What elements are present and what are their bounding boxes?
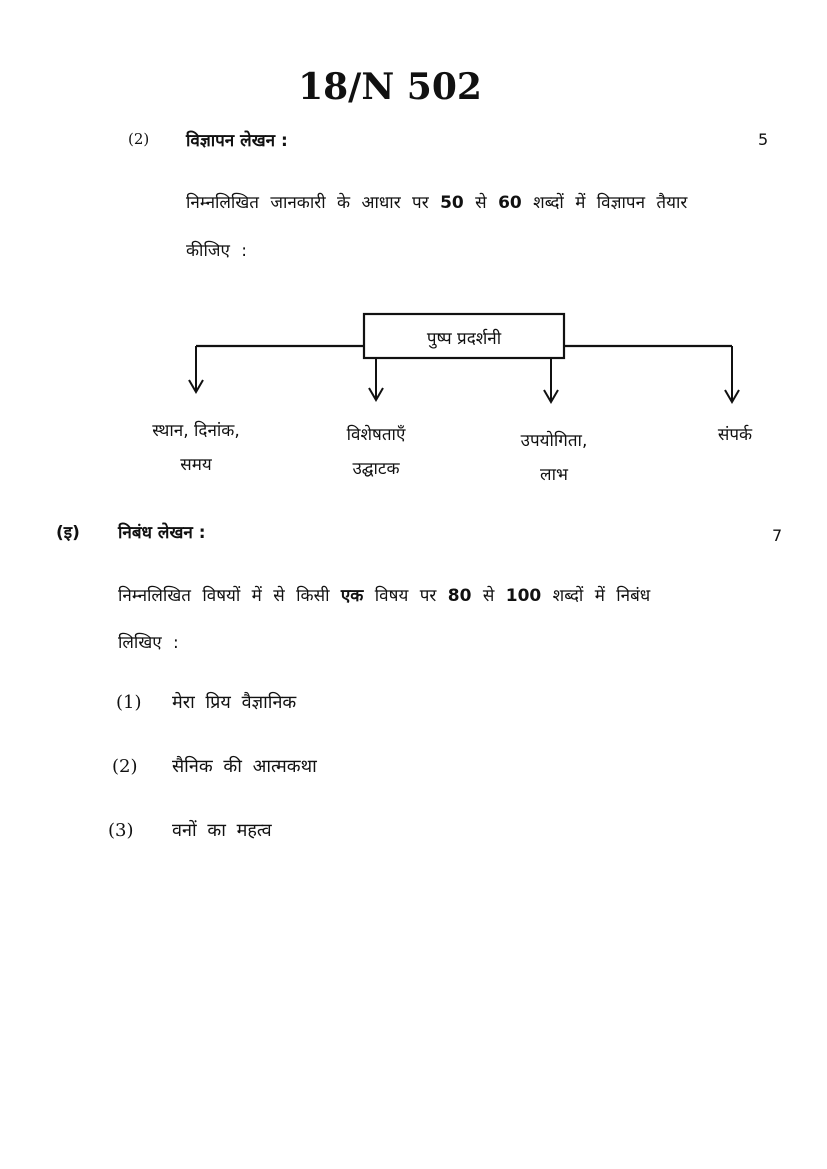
- essay-instruction-part: निम्नलिखित विषयों में से किसी: [118, 586, 341, 606]
- advert-instruction-part: से: [463, 193, 499, 213]
- advert-marks: 5: [758, 130, 769, 149]
- question-number-essay: (इ): [56, 523, 80, 543]
- page-title: 18/N 502: [298, 66, 482, 108]
- branch-label-3: [494, 424, 614, 492]
- branch-label-1: [126, 414, 266, 482]
- question-number-advert: (2): [128, 130, 150, 148]
- branch-1-line2: समय: [180, 455, 212, 475]
- topic-text: वनों का महत्व: [172, 820, 272, 841]
- advert-word-max: 60: [498, 193, 522, 213]
- branch-1-line1: स्थान, दिनांक,: [152, 421, 240, 441]
- branch-2-line1: विशेषताएँ: [346, 425, 406, 445]
- essay-instruction-line1: [118, 583, 650, 606]
- advert-heading: विज्ञापन लेखन :: [186, 131, 288, 151]
- essay-instruction-part: से: [471, 586, 506, 606]
- advert-instruction-part: शब्दों में विज्ञापन तैयार: [521, 193, 688, 213]
- essay-instruction-line2: लिखिए :: [118, 633, 179, 653]
- topic-number: (1): [116, 692, 142, 713]
- branch-3-line1: उपयोगिता,: [520, 431, 588, 451]
- center-label: पुष्प प्रदर्शनी: [426, 329, 502, 349]
- essay-one-word: एक: [340, 586, 364, 606]
- essay-instruction-part: शब्दों में निबंध: [541, 586, 651, 606]
- branch-label-2: [316, 418, 436, 486]
- essay-word-max: 100: [505, 586, 542, 606]
- topic-text: सैनिक की आत्मकथा: [172, 756, 317, 777]
- essay-instruction-part: विषय पर: [363, 586, 448, 606]
- essay-word-min: 80: [447, 586, 472, 606]
- branch-label-4: [680, 418, 790, 452]
- advert-word-min: 50: [440, 193, 464, 213]
- branch-2-line2: उद्घाटक: [352, 459, 400, 479]
- branch-4-line1: संपर्क: [717, 425, 753, 445]
- essay-heading: निबंध लेखन :: [118, 523, 206, 543]
- essay-marks: 7: [772, 526, 783, 545]
- topic-text: मेरा प्रिय वैज्ञानिक: [172, 692, 297, 713]
- advert-instruction-part: निम्नलिखित जानकारी के आधार पर: [186, 193, 441, 213]
- advert-instruction-line2: कीजिए :: [186, 241, 248, 261]
- branch-3-line2: लाभ: [540, 465, 568, 485]
- topic-number: (3): [108, 820, 134, 841]
- topic-number: (2): [112, 756, 138, 777]
